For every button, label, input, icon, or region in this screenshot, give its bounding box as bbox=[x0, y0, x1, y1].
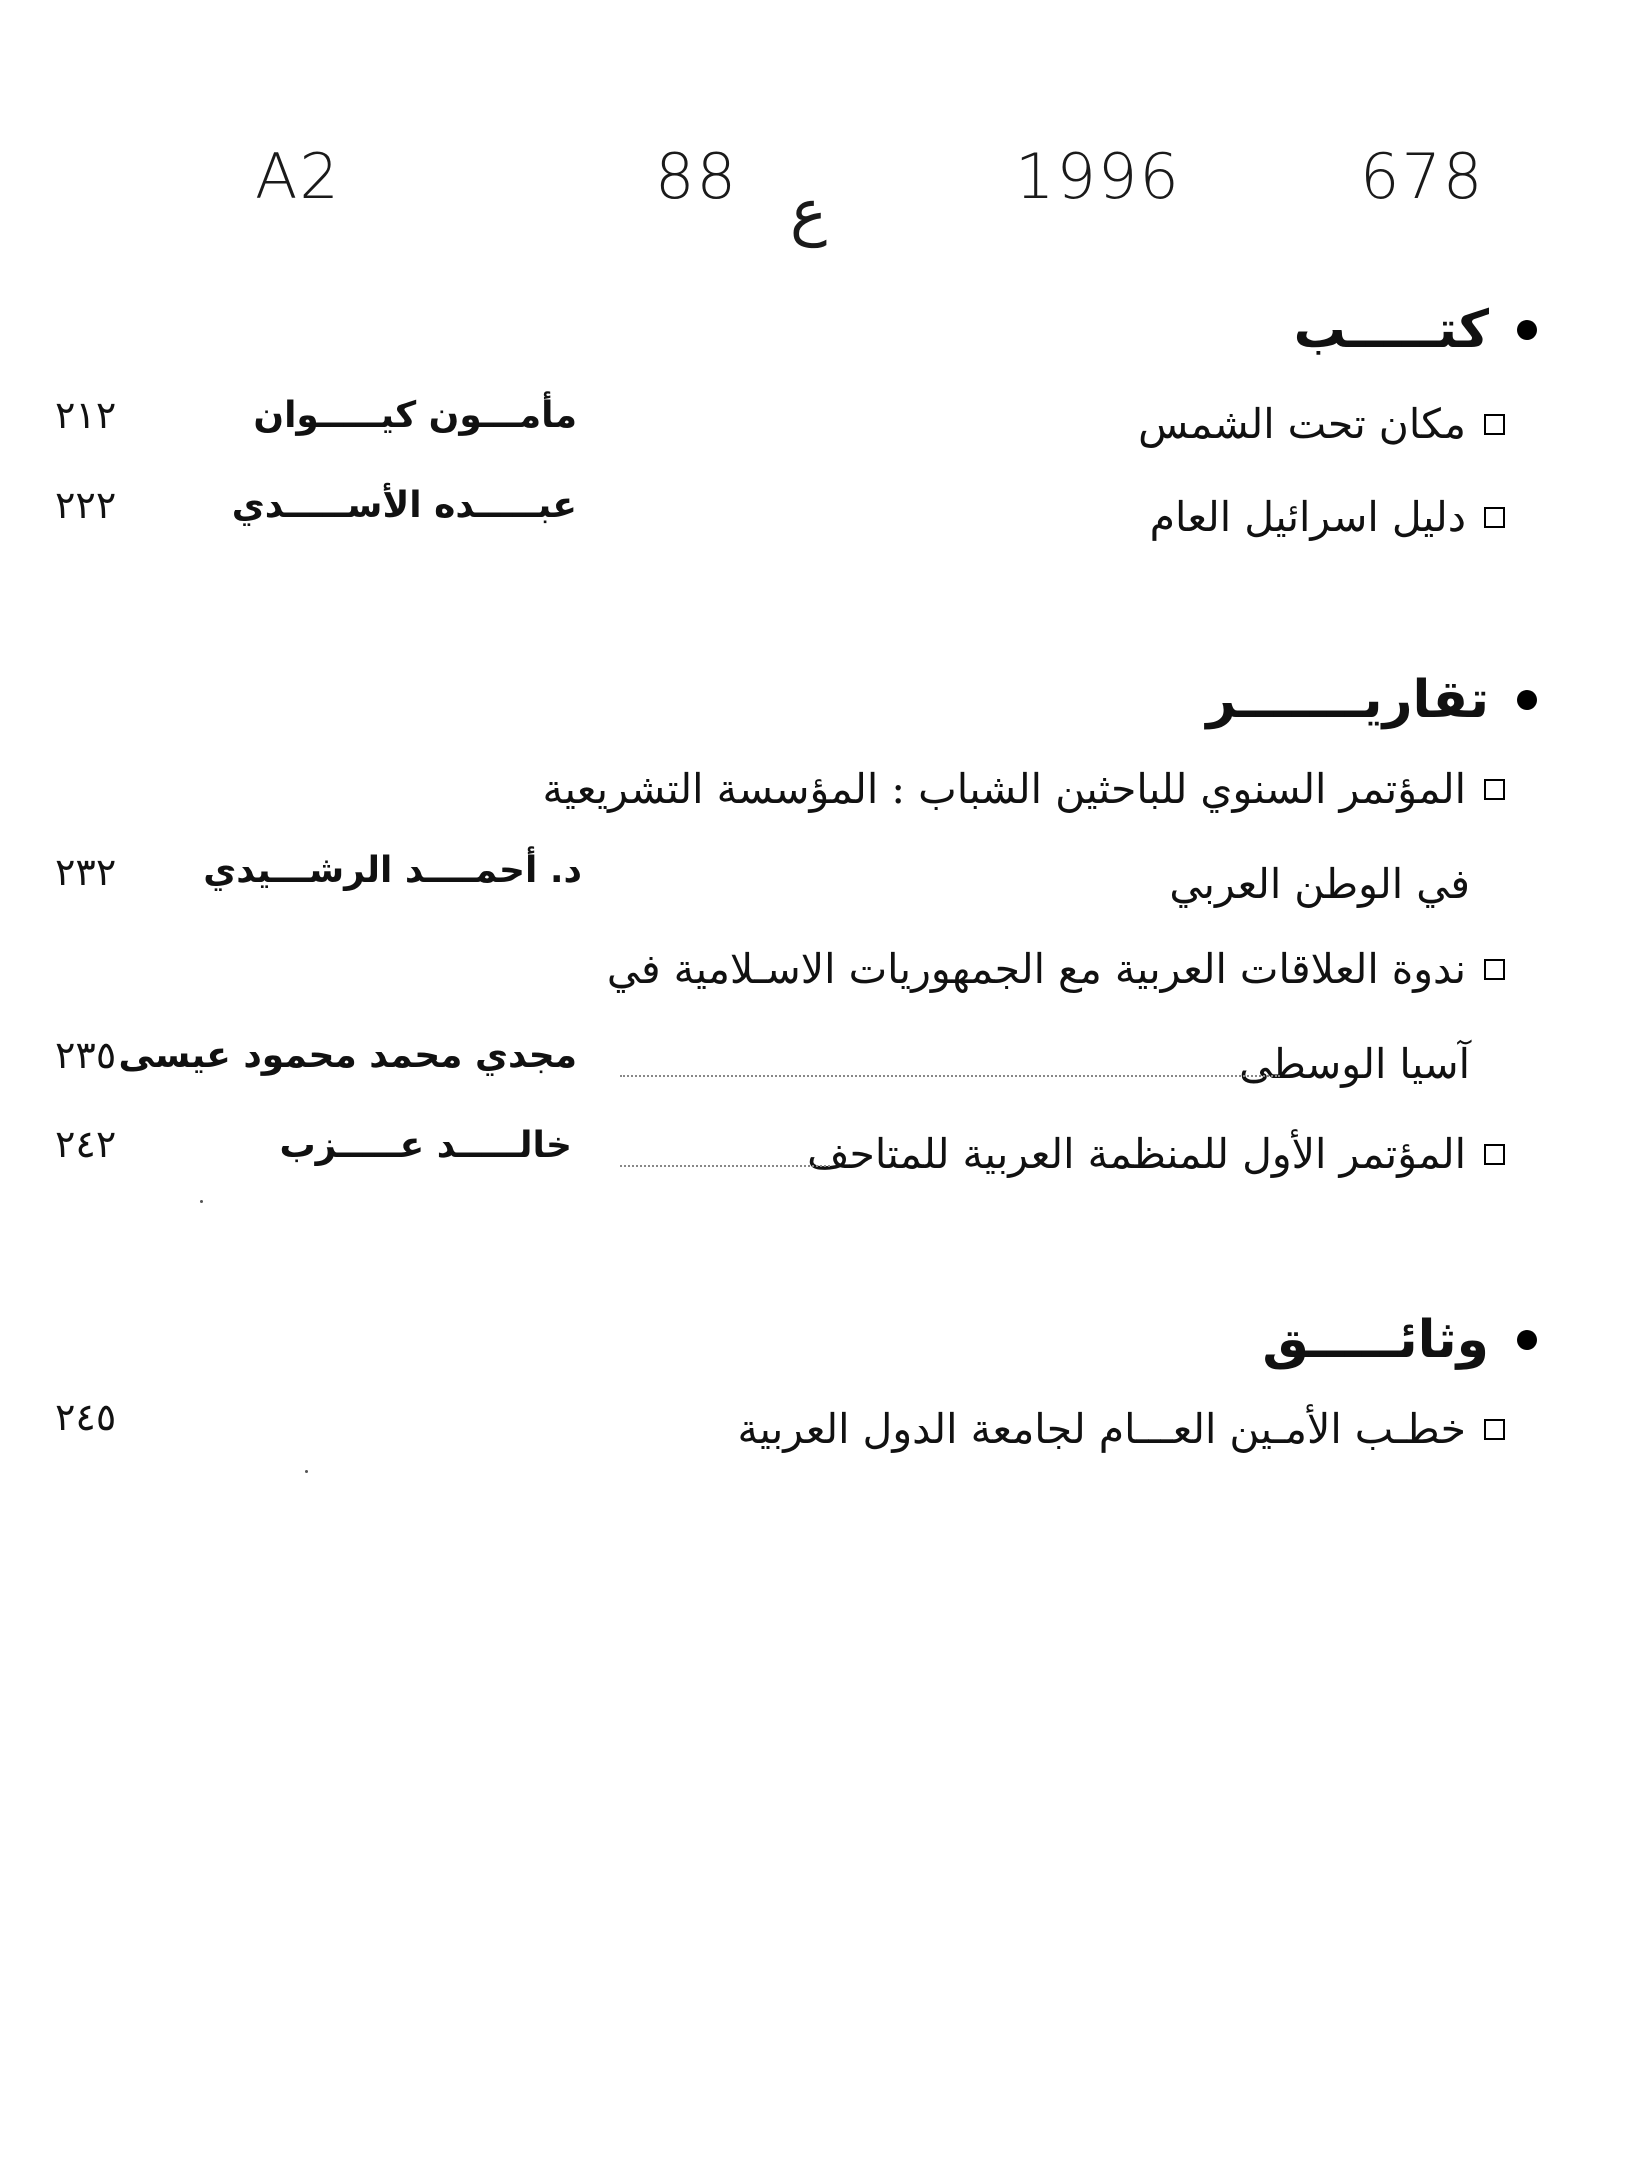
entry-title: مكان تحت الشمس bbox=[1138, 400, 1466, 448]
entry-reports-3 bbox=[807, 1130, 1505, 1178]
entry-author: مأمـــون كيـــــوان bbox=[253, 395, 577, 436]
entry-title: خطـب الأمـين العـــام لجامعة الدول العربية bbox=[737, 1405, 1466, 1453]
entry-title-line2: في الوطن العربي bbox=[1169, 860, 1470, 908]
section-title-books: كتـــــب bbox=[1294, 300, 1537, 360]
entry-author: مجدي محمد محمود عيسى bbox=[118, 1035, 577, 1076]
entry-author: د. أحمــــد الرشـــيدي bbox=[203, 850, 582, 891]
checkbox-icon bbox=[1484, 1419, 1505, 1440]
entry-reports-1-line2 bbox=[1169, 860, 1470, 908]
entry-page-number: ٢٤٢ bbox=[55, 1122, 117, 1166]
entry-page-number: ٢٤٥ bbox=[55, 1395, 117, 1439]
entry-page-number: ٢٢٢ bbox=[55, 483, 117, 527]
handwritten-issue-number: 88 bbox=[655, 140, 738, 213]
dot-leader bbox=[620, 1165, 830, 1167]
entry-page-number: ٢٣٥ bbox=[55, 1033, 117, 1077]
entry-reports-2 bbox=[607, 945, 1505, 993]
scan-speck bbox=[305, 1470, 308, 1473]
entry-title: المؤتمر الأول للمنظمة العربية للمتاحف bbox=[807, 1130, 1466, 1178]
scan-speck bbox=[200, 1200, 203, 1203]
bullet-icon bbox=[1517, 690, 1537, 710]
handwritten-serial: 678 bbox=[1360, 140, 1485, 213]
checkbox-icon bbox=[1484, 414, 1505, 435]
entry-author: خالـــــد عـــــزب bbox=[279, 1125, 572, 1166]
entry-documents-1 bbox=[737, 1405, 1505, 1453]
handwritten-year: 1996 bbox=[1015, 140, 1181, 213]
section-title-reports: تقاريـــــــر bbox=[1206, 670, 1537, 730]
entry-title-line1: ندوة العلاقات العربية مع الجمهوريات الاسـلامية في bbox=[606, 945, 1466, 993]
section-title-documents: وثائـــــق bbox=[1262, 1310, 1537, 1370]
entry-author: عبـــــده الأســـــدي bbox=[231, 485, 577, 526]
entry-title-line1: المؤتمر السنوي للباحثين الشباب : المؤسسة التشريعية bbox=[542, 765, 1466, 813]
entry-books-1 bbox=[1138, 400, 1505, 448]
entry-title-line2: آسيا الوسطى bbox=[1239, 1040, 1470, 1088]
entry-page-number: ٢١٢ bbox=[55, 393, 117, 437]
entry-title: دليل اسرائيل العام bbox=[1149, 493, 1466, 541]
entry-page-number: ٢٣٢ bbox=[55, 850, 117, 894]
checkbox-icon bbox=[1484, 1144, 1505, 1165]
dot-leader bbox=[620, 1075, 1280, 1077]
entry-books-2 bbox=[1150, 493, 1505, 541]
checkbox-icon bbox=[1484, 507, 1505, 528]
entry-reports-2-line2 bbox=[1239, 1040, 1470, 1088]
checkbox-icon bbox=[1484, 779, 1505, 800]
bullet-icon bbox=[1517, 320, 1537, 340]
entry-reports-1 bbox=[543, 765, 1505, 813]
checkbox-icon bbox=[1484, 959, 1505, 980]
bullet-icon bbox=[1517, 1330, 1537, 1350]
handwritten-issue-letter: ع bbox=[790, 175, 827, 248]
handwritten-code: A2 bbox=[255, 140, 341, 213]
